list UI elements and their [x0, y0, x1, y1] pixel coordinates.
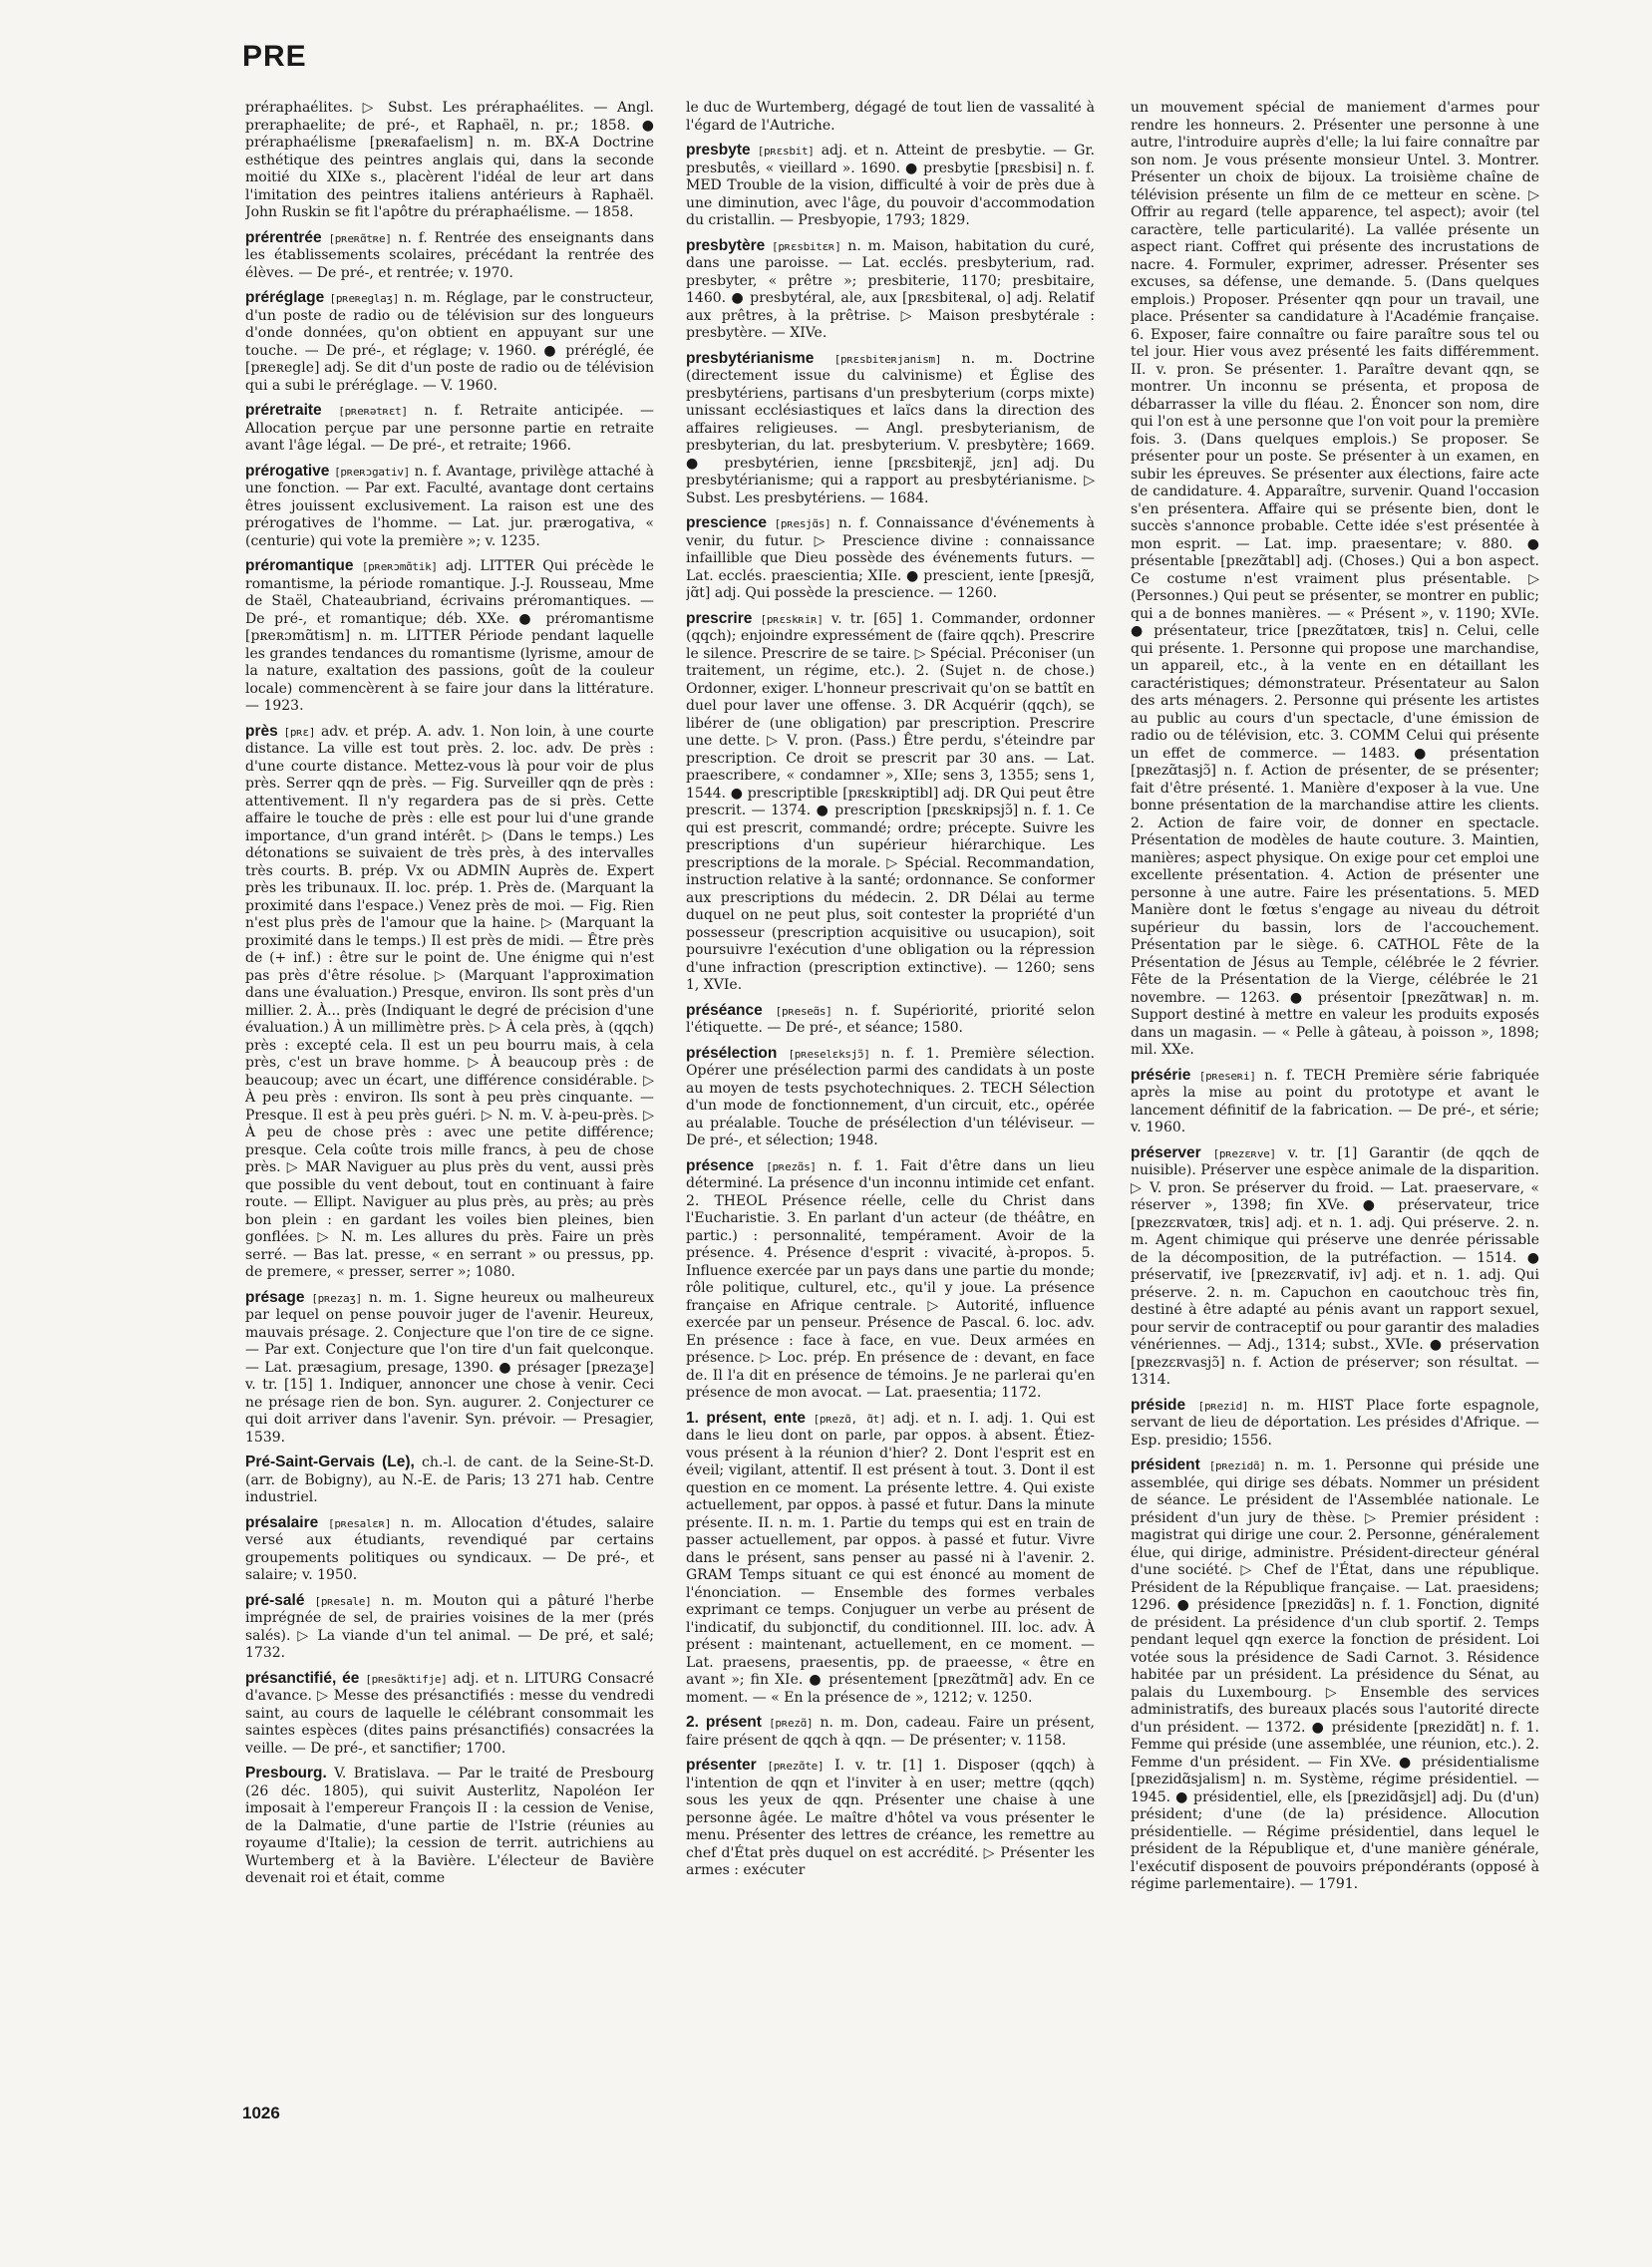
entry-pronunciation: [pʀeʀɔmɑ̃tik]: [361, 560, 438, 573]
entry-pronunciation: [pʀesjɑ̃s]: [774, 517, 831, 530]
entry-pronunciation: [pʀeseɑ̃s]: [775, 1004, 832, 1018]
entry-pronunciation: [pʀɛsbit]: [757, 145, 815, 158]
entry-headword: pré-salé: [245, 1591, 305, 1609]
entry-definition: n. f. Retraite anticipée. — Allocation perçue par une personne partie en retraite avant l'âge légal. — De pré-, et retraite; 1966.: [245, 403, 654, 454]
dictionary-entry: [245, 1670, 654, 1759]
entry-headword: préromantique: [245, 557, 354, 574]
entry-pronunciation: [pʀeseʀi]: [1198, 1069, 1256, 1083]
dictionary-entry: [245, 557, 654, 716]
dictionary-entry: [245, 1765, 654, 1888]
entry-definition: n. m. Doctrine (directement issue du calvinisme) et Église des presbytériens, partisans d'un presbyterium (corps mixte) unissant ecclésiastiques et laïcs dans la direction des affaires religieuses. — Angl. presbyterianism, de presbyterian, du lat. presbyterium. V. presbytère; 1669. ● presbytérien, ienne [pʀɛsbiteʀjɛ̃, jɛn] adj. Du presbytérianisme; qui a rapport au presbytérianisme. ▷ Subst. Les presbytériens. — 1684.: [686, 350, 1095, 506]
entry-pronunciation: [pʀɛ]: [283, 725, 316, 739]
entry-headword: présélection: [686, 1044, 778, 1062]
entry-pronunciation: [pʀezid]: [1197, 1399, 1249, 1413]
entry-definition: n. f. 1. Fait d'être dans un lieu déterminé. La présence d'un inconnu intimide cet enfant. 2. THEOL Présence réelle, celle du Christ dans l'Eucharistie. 3. En parlant d'un acteur (de théâtre, en partic.) : personnalité, tempérament. Avoir de la présence. 4. Présence d'esprit : vivacité, à-propos. 5. Influence exercée par un pays dans une partie du monde; rôle politique, culturel, etc., qu'il y joue. La présence française en Afrique centrale. ▷ Autorité, influence exercée par un penseur. Présence de Pascal. 6. loc. adv. En présence : face à face, en vue. Deux armées en présence. ▷ Loc. prép. En présence de : devant, en face de. Il l'a dit en présence de témoins. Je ne parlerai qu'en présence de mon avocat. — Lat. praesentia; 1172.: [686, 1157, 1095, 1401]
entry-headword: présage: [245, 1288, 305, 1306]
entry-definition: n. f. Supériorité, priorité selon l'étiquette. — De pré-, et séance; 1580.: [686, 1002, 1095, 1036]
entry-pronunciation: [pʀesɑ̃ktifje]: [365, 1672, 448, 1686]
entry-pronunciation: [pʀezɛʀve]: [1212, 1146, 1276, 1160]
entry-pronunciation: [pʀɛskʀiʀ]: [760, 612, 824, 626]
entry-definition: adj. et n. LITURG Consacré d'avance. ▷ Messe des présanctifiés : messe du vendredi saint, au cours de laquelle le célébrant consommait les saintes espèces (dites pains présanctifiés) consacrées la veille. — De pré-, et sanctifier; 1700.: [245, 1670, 654, 1757]
dictionary-entry: [686, 1757, 1095, 1880]
entry-definition: v. tr. [65] 1. Commander, ordonner (qqch); enjoindre expressément de (faire qqch). Prescrire le silence. Prescrire de se taire. ▷ Spécial. Préconiser (un traitement, un régime, etc.). 2. (Sujet n. de chose.) Ordonner, exiger. L'honneur prescrivait qu'on se battît en duel pour laver une offense. 3. DR Acquérir (qqch), se libérer de (une obligation) par prescription. Prescrire une dette. ▷ V. pron. (Pass.) Être perdu, s'éteindre par prescription. Ce droit se prescrit par 30 ans. — Lat. praescribere, « condamner », XIIe; sens 3, 1355; sens 1, 1544. ● prescriptible [pʀɛskʀiptibl] adj. DR Qui peut être prescrit. — 1374. ● prescription [pʀɛskʀipsjɔ̃] n. f. 1. Ce qui est prescrit, commandé; ordre; précepte. Suivre les prescriptions d'un supérieur hiérarchique. Les prescriptions de la morale. ▷ Spécial. Recommandation, instruction relative à la santé; ordonnance. Se conformer aux prescriptions du médecin. 2. DR Délai au terme duquel on ne peut plus, soit contester la propriété d'un possesseur (prescription acquisitive ou usucapion), soit poursuivre l'exécution d'une obligation ou la répression d'une infraction (prescription extinctive). — 1260; sens 1, XVIe.: [686, 610, 1095, 993]
dictionary-entry: [245, 463, 654, 551]
entry-headword: prescrire: [686, 609, 753, 627]
entry-pronunciation: [pʀezidɑ̃]: [1208, 1459, 1266, 1472]
dictionary-entry: [686, 1002, 1095, 1038]
entry-pronunciation: [pʀeʀeglaʒ]: [329, 292, 400, 305]
dictionary-entry: [686, 1714, 1095, 1750]
entry-pronunciation: [pʀɛsbitɛʀ]: [772, 239, 841, 253]
entry-pronunciation: [pʀezɑ̃te]: [767, 1760, 825, 1773]
entry-pronunciation: [pʀeʀɔgativ]: [334, 465, 410, 479]
page-header: PRE: [242, 40, 307, 73]
dictionary-entry: [686, 514, 1095, 603]
entry-definition: n. m. HIST Place forte espagnole, servant de lieu de déportation. Les présides d'Afrique. — Esp. presidio; 1556.: [1131, 1397, 1539, 1449]
entry-definition: préraphaélites. ▷ Subst. Les préraphaélites. — Angl. preraphaelite; de pré-, et Raphaël, n. pr.; 1858. ● préraphaélisme [pʀeʀafaelism] n. m. BX-A Doctrine esthétique des peintres anglais qui, dans la seconde moitié du XIXe s., placèrent l'idéal de leur art dans l'imitation des peintres italiens antérieurs à Raphaël. John Ruskin se fit l'apôtre du préraphaélisme. — 1858.: [245, 100, 654, 220]
dictionary-entry: [686, 1045, 1095, 1150]
entry-headword: 1. présent, ente: [686, 1409, 806, 1427]
entry-headword: présenter: [686, 1757, 757, 1774]
entry-pronunciation: [pʀeʀɑ̃tʀe]: [328, 231, 392, 245]
column-2: [686, 100, 1095, 2089]
entry-pronunciation: [pʀezaʒ]: [311, 1291, 362, 1305]
entry-definition: v. tr. [1] Garantir (de qqch de nuisible). Préserver une espèce animale de la disparition. ▷ V. pron. Se préserver du froid. — Lat. praeservare, « réserver », 1398; fin XVe. ● préservateur, trice [pʀezɛʀvatœʀ, tʀis] adj. et n. 1. adj. Qui préserve. 2. n. m. Agent chimique qui préserve une denrée périssable de la décomposition, de la putréfaction. — 1514. ● préservatif, ive [pʀezɛʀvatif, iv] adj. et n. 1. adj. Qui préserve. 2. n. m. Capuchon en caoutchouc très fin, destiné à être adapté au pénis avant un rapport sexuel, pour servir de contraceptif ou pour garantir des maladies vénériennes. — Adj., 1314; subst., XVIe. ● préservation [pʀezɛʀvasjɔ̃] n. f. Action de préserver; son résultat. — 1314.: [1131, 1144, 1539, 1388]
entry-pronunciation: [pʀesale]: [314, 1594, 372, 1608]
dictionary-entry: [1131, 1397, 1539, 1451]
entry-definition: n. m. 1. Signe heureux ou malheureux par lequel on pense pouvoir juger de l'avenir. Heureux, mauvais présage. 2. Conjecture que l'on tire de ce signe. — Par ext. Conjecture que l'on tire d'un fait quelconque. — Lat. præsagium, presage, 1390. ● présager [pʀezaʒe] v. tr. [15] 1. Indiquer, annoncer une chose à venir. Ceci ne présage rien de bon. Syn. augurer. 2. Conjecturer ce qui doit arriver dans l'avenir. Syn. prévoir. — Presagier, 1539.: [245, 1289, 654, 1446]
entry-headword: Presbourg.: [245, 1765, 327, 1781]
dictionary-entry: [686, 100, 1095, 135]
entry-headword: près: [245, 722, 278, 740]
entry-definition: le duc de Wurtemberg, dégagé de tout lien de vassalité à l'égard de l'Autriche.: [686, 100, 1095, 134]
dictionary-entry: [245, 402, 654, 456]
entry-definition: V. Bratislava. — Par le traité de Presbourg (26 déc. 1805), qui suivit Austerlitz, Napoléon Ier imposait à l'empereur François II : la cession de Venise, de la Dalmatie, d'une partie de l'Istrie (réunies au royaume d'Italie); la cession de territ. autrichiens au Wurtemberg et à la Bavière. L'électeur de Bavière devenait roi et était, comme: [245, 1766, 654, 1886]
entry-pronunciation: [pʀezɑ̃]: [769, 1717, 814, 1730]
dictionary-entry: [1131, 1144, 1539, 1390]
entry-headword: 2. présent: [686, 1714, 762, 1731]
dictionary-entry: [245, 723, 654, 1282]
entry-definition: n. m. Allocation d'études, salaire versé aux étudiants, revendiqué par certains groupements politiques ou syndicaux. — De pré-, et salaire; v. 1950.: [245, 1514, 654, 1583]
entry-headword: prérogative: [245, 462, 330, 480]
dictionary-entry: [686, 610, 1095, 995]
dictionary-entry: [245, 1289, 654, 1448]
entry-headword: préretraite: [245, 402, 322, 419]
entry-definition: n. m. Réglage, par le constructeur, d'un poste de radio ou de télévision sur des longueurs d'onde données, qu'on obtient en appuyant sur une touche. — De pré-, et réglage; v. 1960. ● préréglé, ée [pʀeʀegle] adj. Se dit d'un poste de radio ou de télévision qui a subi le préréglage. — V. 1960.: [245, 290, 654, 394]
page-number: 1026: [242, 2104, 280, 2122]
dictionary-entry: [245, 229, 654, 283]
dictionary-entry: [686, 237, 1095, 343]
entry-definition: n. m. Maison, habitation du curé, dans une paroisse. — Lat. ecclés. presbyterium, rad. presbyter, « prêtre »; presbiterie, 1170; presbitaire, 1460. ● presbytéral, ale, aux [pʀɛsbiteʀal, o] adj. Relatif aux prêtres, à la prêtrise. ▷ Maison presbytérale : presbytère. — XIVe.: [686, 237, 1095, 341]
entry-definition: ch.-l. de cant. de la Seine-St-D. (arr. de Bobigny), au N.-E. de Paris; 13 271 hab. Centre industriel.: [245, 1455, 654, 1505]
entry-definition: adj. et n. Atteint de presbytie. — Gr. presbutês, « vieillard ». 1690. ● presbytie [pʀɛsbisi] n. f. MED Trouble de la vision, difficulté à voir de près due à une diminution, avec l'âge, du pouvoir d'accommodation du cristallin. — Presbyopie, 1793; 1829.: [686, 143, 1095, 228]
dictionary-entry: [686, 1157, 1095, 1403]
entry-headword: président: [1131, 1457, 1200, 1473]
dictionary-entry: [686, 142, 1095, 230]
entry-headword: prescience: [686, 514, 767, 531]
entry-definition: I. v. tr. [1] 1. Disposer (qqch) à l'intention de qqn et l'inviter à en user; mettre (qqch) sous les yeux de qqn. Présenter une chaise à une personne âgée. Le maître d'hôtel va vous présenter le menu. Présenter des lettres de créance, les remettre au chef d'État près duquel on est accrédité. ▷ Présenter les armes : exécuter: [686, 1758, 1095, 1878]
dictionary-entry: [245, 289, 654, 395]
entry-pronunciation: [pʀesalɛʀ]: [328, 1516, 392, 1530]
entry-headword: préséance: [686, 1001, 763, 1019]
entry-definition: n. m. Mouton qui a pâturé l'herbe imprégnée de sel, de prairies voisines de la mer (prés salés). ▷ La viande d'un tel animal. — De pré, et salé; 1732.: [245, 1592, 654, 1661]
entry-definition: un mouvement spécial de maniement d'armes pour rendre les honneurs. 2. Présenter une personne à une autre, l'introduire auprès d'elle; la lui faire connaître par son nom. Je vous présente monsieur Untel. 3. Montrer. Présenter un choix de bijoux. La troisième chaîne de télévision présente un film de ce metteur en scène. ▷ Offrir au regard (telle apparence, tel aspect); avoir (tel caractère, telle particularité). La vallée présente un aspect riant. Coffret qui présente des incrustations de nacre. 4. Formuler, exprimer, adresser. Présenter ses excuses, sa défense, une demande. 5. (Dans quelques emplois.) Proposer. Présenter qqn pour un travail, une place. Présenter sa candidature à l'Académie française. 6. Exposer, faire connaître ou faire paraître sous tel ou tel jour. Hier vous avez présenté les faits différemment. II. v. pron. Se présenter. 1. Paraître devant qqn, se montrer. Un inconnu se présenta, et proposa de débarrasser la ville du fléau. 2. Énoncer son nom, dire qui l'on est à une personne que l'on voit pour la première fois. 3. (Dans quelques emplois.) Se proposer. Se présenter pour un poste. Se présenter à un examen, en subir les épreuves. Se présenter aux élections, faire acte de candidature. 4. Apparaître, survenir. Quand l'occasion s'en présentera. Affaire qui se présente bien, dont le succès s'annonce probable. Cette idée s'est présentée à mon esprit. — Lat. imp. praesentare; v. 880. ● présentable [pʀezɑ̃tabl] adj. (Choses.) Qui a bon aspect. Ce costume n'est vraiment plus présentable. ▷ (Personnes.) Qui peut se présenter, se montrer en public; qui a de bonnes manières. — « Présent », v. 1190; XVIe. ● présentateur, trice [pʀezɑ̃tatœʀ, tʀis] n. Celui, celle qui présente. 1. Personne qui propose une marchandise, un appareil, etc., à la vente en en détaillant les caractéristiques; démonstrateur. Présentateur au Salon des arts ménagers. 2. Personne qui présente les artistes au public au cours d'un spectacle, d'une émission de radio ou de télévision, etc. 3. COMM Celui qui présente un effet de commerce. — 1483. ● présentation [pʀezɑ̃tasjɔ̃] n. f. Action de présenter, de se présenter; fait d'être présenté. 1. Manière d'exposer à la vue. Une bonne présentation de la marchandise attire les clients. 2. Action de faire voir, de donner en spectacle. Présentation de modèles de haute couture. 3. Maintien, manières; aspect physique. On exige pour cet emploi une excellente présentation. 4. Action de présenter une personne à une autre. Faire les présentations. 5. MED Manière dont le fœtus s'engage au niveau du détroit supérieur du bassin, lors de l'accouchement. Présentation par le siège. 6. CATHOL Fête de la Présentation de Jésus au Temple, célébrée le 2 février. Fête de la Présentation de la Vierge, célébrée le 21 novembre. — 1263. ● présentoir [pʀezɑ̃twaʀ] n. m. Support destiné à mettre en valeur les produits exposés dans un magasin. — « Pelle à gâteau, à poisson », 1898; mil. XXe.: [1131, 100, 1539, 1058]
entry-pronunciation: [pʀezɑ̃, ɑ̃t]: [813, 1412, 886, 1426]
dictionary-entry: [245, 100, 654, 222]
entry-headword: préserver: [1131, 1143, 1201, 1161]
entry-headword: présanctifié, ée: [245, 1669, 360, 1687]
entry-definition: n. m. Don, cadeau. Faire un présent, faire présent de qqch à qqn. — De présenter; v. 1158.: [686, 1715, 1095, 1749]
entry-definition: n. f. Connaissance d'événements à venir, du futur. ▷ Prescience divine : connaissance infaillible que Dieu possède des événements futurs. — Lat. ecclés. praescientia; XIIe. ● prescient, iente [pʀesjɑ̃, jɑ̃t] adj. Qui possède la prescience. — 1260.: [686, 515, 1095, 601]
entry-headword: préside: [1131, 1396, 1186, 1414]
entry-headword: presbytère: [686, 236, 766, 254]
entry-definition: n. f. Avantage, privilège attaché à une fonction. — Par ext. Faculté, avantage dont certains êtres jouissent exclusivement. La raison est une des prérogatives de l'homme. — Lat. jur. prærogativa, « (centurie) qui vote la première »; v. 1235.: [245, 463, 654, 549]
entry-headword: presbytérianisme: [686, 349, 815, 367]
entry-headword: présérie: [1131, 1066, 1191, 1084]
entry-definition: n. f. TECH Première série fabriquée après la mise au point du prototype et avant le lancement définitif de la fabrication. — De pré-, et série; v. 1960.: [1131, 1067, 1539, 1135]
dictionary-entry: [686, 350, 1095, 508]
entry-pronunciation: [pʀezɑ̃s]: [766, 1159, 817, 1173]
entry-headword: préréglage: [245, 289, 325, 306]
entry-definition: adj. et n. I. adj. 1. Qui est dans le lieu dont on parle, par oppos. à absent. Étiez-vous présent à la réunion d'hier? 2. Dont l'esprit est en éveil; vigilant, attentif. Il est présent à tout. 3. Dont il est question en ce moment. La présente lettre. 4. Qui existe actuellement, par oppos. à passé et futur. Dans la minute présente. II. n. m. 1. Partie du temps qui est en train de passer actuellement, par oppos. à passé et futur. Vivre dans le présent, sans penser au passé ni à l'avenir. 2. GRAM Temps situant ce qui est énoncé au moment de l'énonciation. — Ensemble des formes verbales exprimant ce temps. Conjuguer un verbe au présent de l'indicatif, du subjonctif, du conditionnel. III. loc. adv. À présent : maintenant, actuellement, en ce moment. — Lat. praesens, praesentis, pp. de praeesse, « être en avant »; fin XIe. ● présentement [pʀezɑ̃tmɑ̃] adv. En ce moment. — « En la présence de », 1212; v. 1250.: [686, 1410, 1095, 1706]
dictionary-entry: [245, 1454, 654, 1507]
column-3: [1131, 100, 1539, 2089]
entry-pronunciation: [pʀɛsbiteʀjanism]: [833, 352, 942, 366]
column-1: [245, 100, 654, 2089]
entry-headword: prérentrée: [245, 228, 322, 246]
entry-definition: adj. LITTER Qui précède le romantisme, la période romantique. J.-J. Rousseau, Mme de Staël, Chateaubriand, écrivains préromantiques. — De pré-, et romantique; déb. XXe. ● préromantisme [pʀeʀɔmɑ̃tism] n. m. LITTER Période pendant laquelle les grandes tendances du romantisme (lyrisme, amour de la nature, exaltation des passions, goût de la couleur locale) commencèrent à se faire jour dans la littérature. — 1923.: [245, 558, 654, 714]
dictionary-entry: [1131, 1067, 1539, 1137]
dictionary-entry: [245, 1592, 654, 1663]
entry-definition: n. m. 1. Personne qui préside une assemblée, qui dirige ses débats. Nommer un président de séance. Le président de l'Assemblée nationale. Le président d'un jury de thèse. ▷ Premier président : magistrat qui dirige une cour. 2. Personne, généralement élue, qui dirige, administre. Président-directeur général d'une société. ▷ Chef de l'État, dans une république. Président de la République française. — Lat. praesidens; 1296. ● présidence [pʀezidɑ̃s] n. f. 1. Fonction, dignité de président. La présidence d'un club sportif. 2. Temps pendant lequel qqn exerce la fonction de président. Loi votée sous la présidence de Sadi Carnot. 3. Résidence habitée par un président. La présidence du Sénat, au palais du Luxembourg. ▷ Ensemble des services administratifs, des bureaux placés sous l'autorité directe d'un président. — 1372. ● présidente [pʀezidɑ̃t] n. f. 1. Femme qui préside (une assemblée, une réunion, etc.). 2. Femme d'un président. — Fin XVe. ● présidentialisme [pʀezidɑ̃sjalism] n. m. Système, régime présidentiel. — 1945. ● présidentiel, elle, els [pʀezidɑ̃sjɛl] adj. Du (d'un) président; d'une (de la) présidence. Allocution présidentielle. — Régime présidentiel, dans lequel le président de la République et, d'une manière générale, l'exécutif disposent de pouvoirs prépondérants (opposé à régime parlementaire). — 1791.: [1131, 1457, 1539, 1892]
entry-pronunciation: [pʀeʀətʀɛt]: [338, 405, 408, 418]
entry-headword: Pré-Saint-Gervais (Le),: [245, 1454, 415, 1470]
dictionary-entry: [1131, 100, 1539, 1060]
entry-headword: presbyte: [686, 142, 751, 159]
entry-headword: présence: [686, 1156, 755, 1174]
entry-pronunciation: [pʀeselɛksjɔ̃]: [788, 1047, 870, 1061]
entry-definition: adv. et prép. A. adv. 1. Non loin, à une courte distance. La ville est tout près. 2. loc. adv. De près : d'une courte distance. Mettez-vous là pour voir de plus près. Serrer qqn de près. — Fig. Surveiller qqn de près : attentivement. Il n'y regardera pas de si près. Cette affaire le touche de près : elle est pour lui d'une grande importance, d'un grand intérêt. ▷ (Dans le temps.) Les détonations se suivaient de très près, à des intervalles très courts. B. prép. Vx ou ADMIN Auprès de. Expert près les tribunaux. II. loc. prép. 1. Près de. (Marquant la proximité dans l'espace.) Venez près de moi. — Fig. Rien n'est plus près de l'amour que la haine. ▷ (Marquant la proximité dans le temps.) Il est près de midi. — Être près de (+ inf.) : être sur le point de. Une énigme qui n'est pas près d'être résolue. ▷ (Marquant l'approximation dans une évaluation.) Presque, environ. Ils sont près d'un millier. 2. À... près (Indiquant le degré de précision d'une évaluation.) À un millimètre près. ▷ À cela près, à (qqch) près : excepté cela. Il est un peu bourru mais, à cela près, c'est un brave homme. ▷ À beaucoup près : de beaucoup; avec un écart, une différence considérable. ▷ À peu près : environ. Ils sont à peu près cinquante. — Presque. Il est à peu près guéri. ▷ N. m. V. à-peu-près. ▷ À peu de chose près : avec une petite différence; presque. Cela coûte trois mille francs, à peu de chose près. ▷ MAR Naviguer au plus près du vent, aussi près que possible du vent debout, tout en continuant à faire route. — Ellipt. Naviguer au plus près, au près; au près bon plein : en gardant les voiles bien pleines, bien gonflées. ▷ N. m. Les allures du près. Faire un près serré. — Bas lat. presse, « en serrant » ou pressus, pp. de premere, « presser, serrer »; 1080.: [245, 723, 654, 1280]
entry-headword: présalaire: [245, 1513, 319, 1531]
entry-definition: n. f. 1. Première sélection. Opérer une présélection parmi des candidats à un poste au moyen de tests psychotechniques. 2. TECH Sélection d'un mode de fonctionnement, d'un circuit, etc., opérée au préalable. Touche de présélection d'un téléviseur. — De pré-, et sélection; 1948.: [686, 1045, 1095, 1148]
dictionary-entry: [686, 1410, 1095, 1708]
entry-definition: n. f. Rentrée des enseignants dans les établissements scolaires, précédant la rentrée des élèves. — De pré-, et rentrée; v. 1970.: [245, 229, 654, 281]
dictionary-entry: [245, 1514, 654, 1585]
dictionary-entry: [1131, 1457, 1539, 1894]
